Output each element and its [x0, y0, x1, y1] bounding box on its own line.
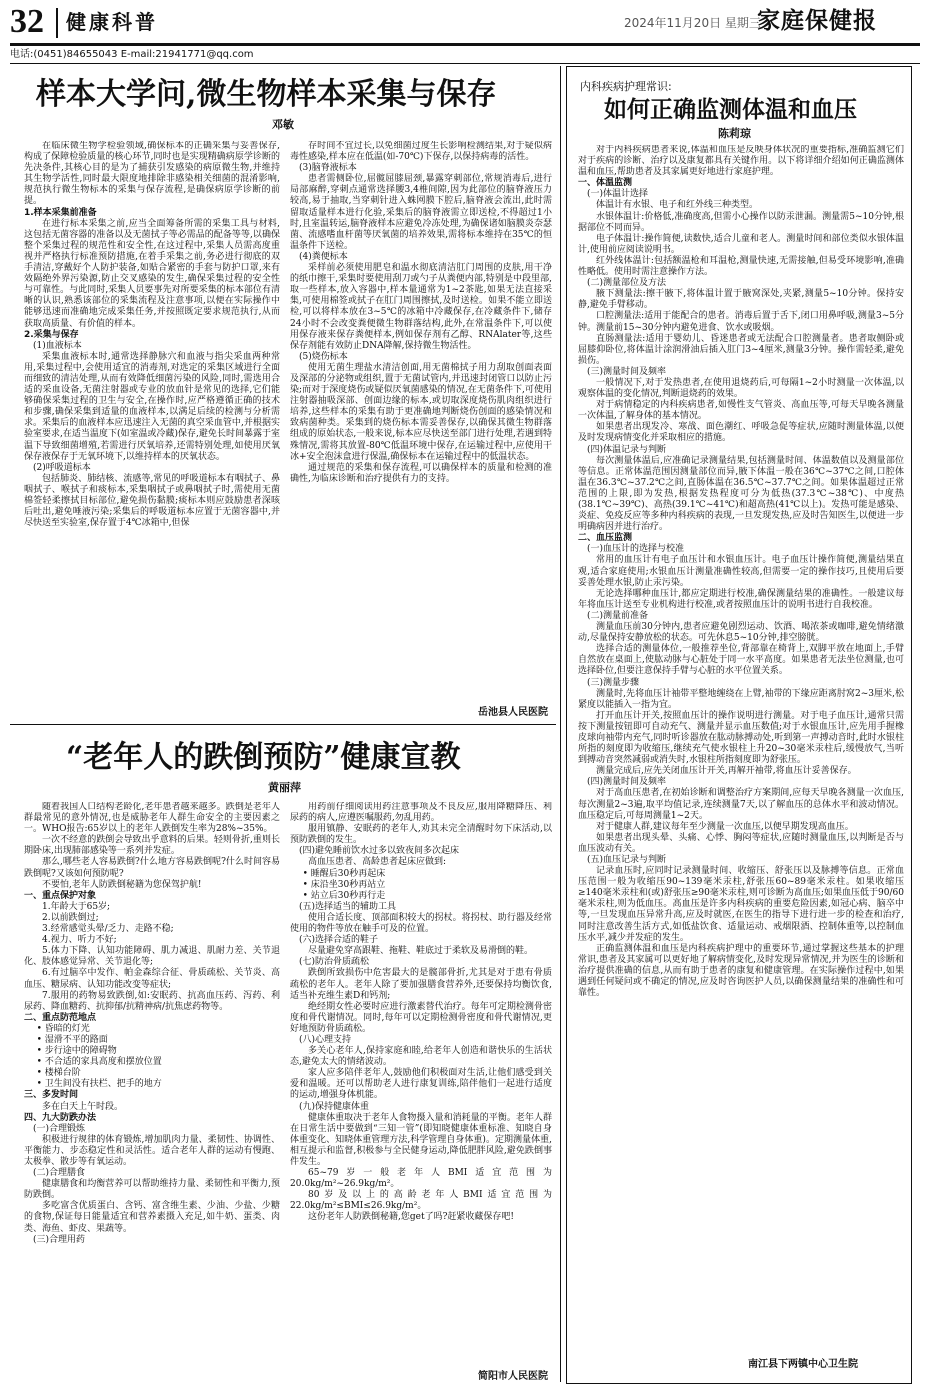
paragraph: 高血压患者、高龄患者起床应做到: — [308, 857, 447, 868]
paragraph: 体温计有水银、电子和红外线三种类型。 — [596, 200, 759, 211]
paragraph: 对于内科疾病患者来说,体温和血压是反映身体状况的重要指标,准确监测它们对于疾病的诊断、治疗以及康复都具有关键作用。以下将详细介绍如何正确监测体温和血压,帮助患者及其家属更好地进行家庭护理。 — [578, 145, 904, 178]
paragraph: 那么,哪些老人容易跌倒?什么地方容易跌倒呢?什么时间容易跌倒呢?又该如何预防呢? — [24, 857, 280, 879]
paragraph: 包括肺炎、肺结核、流感等,常见的呼吸道标本有咽拭子、鼻咽拭子、喉拭子和痰标本,采集咽拭子或鼻咽拭子时,需使用无菌棉签轻柔擦拭目标部位,避免损伤黏膜;痰标本则应鼓励患者深咳后吐出,避免唾液污染;采集后的呼吸道标本应置于无菌容器中,并尽快送至实验室,保存置于4℃冰箱中,但保 — [24, 473, 280, 529]
contact-line: 电话:(0451)84655043 E-mail:21941771@qq.com — [10, 49, 254, 60]
bullet-item: • 卫生间没有扶栏、把手的地方 — [24, 1079, 280, 1090]
subheading: (四)避免睡前饮水过多以致夜间多次起床 — [299, 846, 460, 857]
paragraph: 健康膳食和均衡营养可以帮助维持力量、柔韧性和平衡力,预防跌倒。 — [24, 1179, 280, 1201]
paragraph: 如果患者出现发冷、寒战、面色潮红、呼吸急促等症状,应随时测量体温,以便及时发现病情变化并采取相应的措施。 — [578, 422, 904, 444]
masthead — [0, 0, 931, 46]
subheading: (四)测量时间及频率 — [587, 777, 667, 788]
paragraph: 2.以前跌倒过; — [42, 912, 99, 923]
issue-date: 2024年11月20日 星期三 — [624, 16, 761, 30]
paragraph: 尽量避免穿高跟鞋、拖鞋、鞋底过于柔软及易滑倒的鞋。 — [308, 946, 534, 957]
paragraph: 跌倒所致损伤中危害最大的是髋部骨折,尤其是对于患有骨质疏松的老年人。老年人除了要加强膳食营养外,还要保持均衡饮食,适当补充维生素D和钙剂; — [290, 968, 552, 1001]
section-heading: 1.样本采集前准备 — [24, 207, 97, 218]
article3-title: 如何正确监测体温和血压 — [604, 96, 857, 123]
subheading: (一)合理锻炼 — [33, 1123, 86, 1134]
subheading: (二)测量部位及方法 — [587, 278, 667, 289]
bullet-item: • 睡醒后30秒再起床 — [290, 869, 552, 880]
article3-body — [578, 145, 904, 1348]
paragraph: 电子体温计:操作简便,读数快,适合儿童和老人。测量时间和部位类似水银体温计,使用前应阅读说明书。 — [578, 233, 904, 255]
subheading: (六)选择合适的鞋子 — [299, 935, 379, 946]
article2-col2 — [290, 802, 552, 1362]
paragraph: 健康体重取决于老年人食物摄入量和消耗量的平衡。老年人群在日常生活中要做到“三知一管”(即知晓健康体重标准、知晓自身体重变化、知晓体重管理方法,科学管理自身体重)。定期测量体重,相互提示和监督,积极参与全民健身运动,降低肥胖风险,避免跌倒事件发生。 — [290, 1112, 552, 1167]
section-heading: 一、体温监测 — [578, 178, 633, 189]
paragraph: 一般情况下,对于发热患者,在使用退烧药后,可每隔1~2小时测量一次体温,以观察体温的变化情况,判断退烧药的效果。 — [578, 377, 904, 400]
paragraph: 水银体温计:价格低,准确度高,但需小心操作以防汞泄漏。测量需5~10分钟,根据部位不同而异。 — [578, 211, 904, 233]
paragraph: 绝经期女性必要时应进行激素替代治疗。每年可定期检测骨密度和骨代谢情况。同时,每年可以定期检测骨密度和骨代谢情况,更好地预防骨质疏松。 — [290, 1001, 552, 1034]
paragraph: 服用镇静、安眠药的老年人,劝其未完全清醒时勿下床活动,以预防跌倒的发生。 — [290, 824, 552, 846]
article1-col1 — [24, 141, 280, 719]
paragraph: 记录血压时,应同时记录测量时间、收缩压、舒张压以及脉搏等信息。正常血压范围一般为收缩压90~139毫米汞柱,舒张压60~89毫米汞柱。如果收缩压≥140毫米汞柱和(或)舒张压≥90毫米汞柱,则可诊断为高血压;如果血压低于90/60毫米汞柱,则为低血压。高血压是许多内科疾病的重要危险因素,如冠心病、脑卒中等,一旦发现血压异常升高,应及时就医,在医生的指导下进行进一步的检查和治疗,同时注意改善生活方式,如低盐饮食、适量运动、戒烟限酒、控制体重等,以控制血压水平,减少并发症的发生。 — [578, 866, 904, 943]
article1-col2 — [290, 141, 552, 701]
paragraph: 在临床微生物学检验领域,确保标本的正确采集与妥善保存,构成了保障检验质量的核心环节,同时也是实现精确病原学诊断的先决条件,其核心目的是为了捕获引发感染的病原微生物,并维持其生物学活性,同时最大限度地排除非感染相关细菌的混淆影响,规范执行微生物标本的采集与保存流程,是确保病原学诊断的前提。 — [24, 141, 280, 207]
subheading: (二)测量前准备 — [587, 610, 649, 621]
article3-source: 南江县下两镇中心卫生院 — [748, 1359, 858, 1370]
subheading: (五)选择适当的辅助工具 — [299, 901, 397, 912]
paragraph: 7.服用的药物易致跌倒,如:安眠药、抗高血压药、泻药、利尿药、降血糖药、抗抑郁/抗精神病/抗焦虑药物等。 — [24, 990, 280, 1012]
paragraph: 在进行标本采集之前,应当全面筹备所需的采集工具与材料,这包括无菌容器的准备以及无菌拭子等必需品的配备等等,以确保整个采集过程的规范性和安全性,在这过程中,采集人员需高度重视并严格执行标准预防措施,在着手采集之前,务必进行彻底的双手清洁,穿戴好个人防护装备,如贴合紧密的手套与防护口罩,来有效隔绝外界污染源,防止交叉感染的发生,确保采集过程的安全性与可靠性。与此同时,采集人员要事先对所要采集的标本部位有清晰的认识,熟悉该部位的采集流程及注意事项,以便在实际操作中能够迅速而准确地完成采集任务,并按照既定要求规范执行,从而获取高质量、有价值的样本。 — [24, 218, 280, 329]
bullet-item: • 站立后30秒再行走 — [290, 891, 552, 902]
paragraph: 家人应多陪伴老年人,鼓励他们积极面对生活,让他们感受到关爱和温暖。还可以帮助老人进行康复训练,陪伴他们一起进行适度的运动,增强身体机能。 — [290, 1068, 552, 1101]
article2-title: “老年人的跌倒预防”健康宣教 — [66, 740, 461, 775]
paragraph: 口腔测量法:适用于能配合的患者。消毒后置于舌下,闭口用鼻呼吸,测量3~5分钟。测量前15~30分钟内避免进食、饮水或吸烟。 — [578, 311, 904, 333]
paragraph: 这份老年人防跌倒秘籍,您get了吗?赶紧收藏保存吧! — [308, 1212, 515, 1223]
paragraph: 对于健康人群,建议每年至少测量一次血压,以便早期发现高血压。 — [596, 821, 854, 832]
paragraph: 通过规范的采集和保存流程,可以确保样本的质量和检测的准确性,为临床诊断和治疗提供有力的支持。 — [290, 462, 552, 484]
bullet-item: • 不合适的家具高度和摆放位置 — [24, 1057, 280, 1068]
paragraph: 直肠测量法:适用于婴幼儿、昏迷患者或无法配合口腔测量者。患者取侧卧或屈膝仰卧位,将体温计涂润滑油后插入肛门3~4厘米,测量3分钟。操作需轻柔,避免损伤。 — [578, 333, 904, 366]
paragraph: 采样前必须使用肥皂和温水彻底清洁肛门周围的皮肤,用干净的纸巾擦干,采集时要使用刮刀或勺子从粪便内部,特别是中段里部,取一些样本,放入容器中,样本量通常为1~2茶匙,如果无法直接采集,可使用棉签或拭子在肛门周围擦拭,及时送检。如果不能立即送检,可以将样本放在3~5℃的冰箱中冷藏保存,在冷藏条件下,储存24小时不会改变粪便微生物群落结构,此外,在常温条件下,可以使用保存液来保存粪便样本,例如保存剂有乙醇、RNAlater等,这些保存剂能有效防止DNA降解,保持微生物活性。 — [290, 263, 552, 351]
subheading: (一)体温计选择 — [587, 189, 649, 200]
paragraph: 1.年龄大于65岁; — [42, 901, 111, 912]
subheading: (三)测量步骤 — [587, 677, 640, 688]
paragraph: 存时间不宜过长,以免细菌过度生长影响检测结果,对于疑似病毒性感染,样本应在低温(如-70℃)下保存,以保持病毒的活性。 — [290, 141, 552, 163]
article2-col1 — [24, 802, 280, 1380]
masthead-divider — [56, 8, 58, 38]
paragraph: 随着我国人口结构老龄化,老年患者越来越多。跌倒是老年人群最常见的意外情况,也是威胁老年人群生命安全的主要因素之一。WHO报告:65岁以上的老年人跌倒发生率为28%~35%。 — [24, 802, 280, 835]
paragraph: 正确监测体温和血压是内科疾病护理中的重要环节,通过掌握这些基本的护理常识,患者及其家属可以更好地了解病情变化,及时发现异常情况,并为医生的诊断和治疗提供准确的信息,从而有助于患者的康复和健康管理。在实际操作过程中,如果遇到任何疑问或不确定的情况,应及时咨询医护人员,以确保测量结果的准确性和可靠性。 — [578, 943, 904, 999]
column-divider — [560, 66, 561, 1382]
article2-author: 黄丽萍 — [268, 781, 301, 794]
subheading: (八)心理支持 — [299, 1034, 352, 1045]
subheading: (3)脑脊液标本 — [299, 163, 357, 174]
subheading: (2)呼吸道标本 — [33, 462, 91, 473]
paragraph: 对于高血压患者,在初始诊断和调整治疗方案期间,应每天早晚各测量一次血压,每次测量2~3遍,取平均值记录,连续测量7天,以了解血压的总体水平和波动情况。血压稳定后,可每周测量1~2天。 — [578, 788, 904, 821]
article1-title: 样本大学问,微生物样本采集与保存 — [36, 77, 497, 112]
paragraph: 65~79岁一般老年人BMI适宜范围为20.0kg/m²~26.9kg/m²。 — [290, 1168, 552, 1190]
paragraph: 4.视力、听力不好; — [42, 935, 117, 946]
paragraph: 多关心老年人,保持家庭和睦,给老年人创造和谐快乐的生活状态,避免太大的情绪波动。 — [290, 1046, 552, 1068]
paragraph: 腋下测量法:擦干腋下,将体温计置于腋窝深处,夹紧,测量5~10分钟。保持安静,避免手臂移动。 — [578, 289, 904, 311]
article1-author: 邓敏 — [272, 118, 294, 131]
article2-source: 简阳市人民医院 — [478, 1371, 548, 1382]
newspaper-name: 家庭保健报 — [757, 7, 877, 34]
subheading: (五)血压记录与判断 — [587, 855, 667, 865]
article3-kicker: 内科疾病护理常识: — [580, 80, 672, 93]
paragraph: 选择合适的测量体位,一般推荐坐位,背部靠在椅背上,双脚平放在地面上,手臂自然放在桌面上,使肱动脉与心脏处于同一水平高度。如果患者无法坐位测量,也可选择卧位,但要注意保持手臂与心脏的水平位置关系。 — [578, 644, 904, 677]
masthead-rule — [10, 43, 920, 46]
article3-author: 陈莉琼 — [718, 127, 751, 140]
paragraph: 多在白天上午时段。 — [42, 1101, 124, 1112]
paragraph: 不要怕,老年人防跌倒秘籍为您保驾护航! — [42, 879, 202, 890]
subheading: (九)保持健康体重 — [299, 1101, 370, 1112]
bullet-item: • 步行途中的障碍物 — [24, 1046, 280, 1057]
section-name: 健康科普 — [66, 10, 158, 34]
paragraph: 用药前仔细阅读用药注意事项及不良反应,服用降糖降压、利尿药的病人,应遵医嘱服药,勿乱用药。 — [290, 802, 552, 824]
section-heading: 二、血压监测 — [578, 533, 633, 544]
contact-rule — [10, 63, 920, 64]
subheading: (七)防治骨质疏松 — [299, 957, 370, 968]
subheading: (一)血压计的选择与校准 — [587, 544, 685, 555]
subheading: (三)合理用药 — [33, 1234, 86, 1245]
paragraph: 使用无菌生理盐水清洁创面,用无菌棉拭子用力刮取创面表面及深部的分泌物或组织,置于无菌试管内,并迅速封闭管口以防止污染;而对于深度烧伤或疑似厌氧菌感染的情况,在无菌条件下,可使用注射器抽吸深部、创面边缘的标本,或切取深度烧伤肌肉组织进行培养,这些样本的采集有助于更准确地判断烧伤创面的感染情况和致病菌种类。采集到的烧伤标本需妥善保存,以确保其微生物群落组成的原始状态,一般来说,标本应尽快送至部门进行处理,若遇到特殊情况,需将其放置-80℃低温环境中保存,在运输过程中,应使用干冰+安全泡沫盒进行保温,确保标本在运输过程中的低温状态。 — [290, 362, 552, 462]
paragraph: 测量完成后,应先关闭血压计开关,再解开袖带,将血压计妥善保存。 — [596, 766, 857, 777]
paragraph: 患者需侧卧位,屈髋屈膝屈颈,暴露穿刺部位,常规消毒后,进行局部麻醉,穿刺点通常选择腰3,4椎间隙,因为此部位的脑脊液压力较高,易于抽取,当穿刺针进入蛛网膜下腔后,脑脊液会流出,此时需留取适量样本进行化验,采集后的脑脊液需立即送检,不得超过1小时,且室温转运,脑脊液样本应避免冷冻处理,为确保诸如脑膜炎奈瑟菌、流感嗜血杆菌等厌氧菌的培养效果,需将标本维持在35℃的恒温条件下送检。 — [290, 174, 552, 251]
section-heading: 二、重点防范地点 — [24, 1012, 97, 1023]
page-number: 32 — [10, 3, 44, 40]
paragraph: 测量时,先将血压计袖带平整地缠绕在上臂,袖带的下缘应距离肘窝2~3厘米,松紧度以能插入一指为宜。 — [578, 688, 904, 710]
subheading: (4)粪便标本 — [299, 251, 348, 262]
subheading: (二)合理膳食 — [33, 1168, 86, 1179]
paragraph: 每次测量体温后,应准确记录测量结果,包括测量时间、体温数值以及测量部位等信息。正常体温范围因测量部位而异,腋下体温一般在36℃~37℃之间,口腔体温在36.3℃~37.2℃之间,直肠体温在36.5℃~37.7℃之间。如果体温超过正常范围的上限,即为发热,根据发热程度可分为低热(37.3℃~38℃)、中度热(38.1℃~39℃)、高热(39.1℃~41℃)和超高热(41℃以上)。发热可能是感染、炎症、免疫反应等多种内科疾病的表现,一旦发现发热,应及时告知医生,以便进一步明确病因并进行治疗。 — [578, 455, 904, 533]
section-heading: 2.采集与保存 — [24, 329, 79, 340]
bullet-item: • 昏暗的灯光 — [24, 1024, 280, 1035]
bullet-item: • 楼梯台阶 — [24, 1068, 280, 1079]
bullet-item: • 湿滑不平的路面 — [24, 1035, 280, 1046]
paragraph: 红外线体温计:包括额温枪和耳温枪,测量快速,无需接触,但易受环境影响,准确性略低。使用时需注意操作方法。 — [578, 255, 904, 278]
paragraph: 一次不经意的跌倒会导致出乎意料的后果。轻则骨折,重则长期卧床,出现肺部感染等一系列并发症。 — [24, 835, 280, 857]
subheading: (5)烧伤标本 — [299, 351, 348, 362]
paragraph: 80岁及以上的高龄老年人BMI适宜范围为22.0kg/m²≤BMI≤26.9kg/m²。 — [290, 1190, 552, 1212]
paragraph: 5.体力下降、认知功能障碍、肌力减退、肌耐力差、关节退化、肢体感觉异常、关节退化等; — [24, 946, 280, 968]
section-heading: 四、九大防跌办法 — [24, 1112, 97, 1123]
section-heading: 一、重点保护对象 — [24, 890, 97, 901]
paragraph: 对于病情稳定的内科疾病患者,如慢性支气管炎、高血压等,可每天早晚各测量一次体温,了解身体的基本情况。 — [578, 400, 904, 422]
paragraph: 多吃富含优质蛋白、含钙、富含维生素、少油、少盐、少糖的食物,保证每日能量适宜和营养素摄入充足,如牛奶、蛋类、肉类、海鱼、虾皮、果蔬等。 — [24, 1201, 280, 1234]
subheading: (1)血液标本 — [33, 340, 82, 351]
article1-source: 岳池县人民医院 — [478, 707, 548, 718]
article-divider — [10, 724, 556, 725]
paragraph: 使用合适长度、顶部面积较大的拐杖。将拐杖、助行器及经常使用的物件等放在触手可及的位置。 — [290, 912, 552, 935]
paragraph: 3.经常感觉头晕/乏力、走路不稳; — [42, 924, 174, 935]
bullet-item: • 床沿坐30秒再站立 — [290, 880, 552, 891]
subheading: (四)体温记录与判断 — [587, 444, 667, 455]
subheading: (三)测量时间及频率 — [587, 366, 667, 377]
paragraph: 测量血压前30分钟内,患者应避免剧烈运动、饮酒、喝浓茶或咖啡,避免情绪激动,尽量保持安静放松的状态。可先休息5~10分钟,排空膀胱。 — [578, 622, 904, 644]
paragraph: 无论选择哪种血压计,都应定期进行校准,确保测量结果的准确性。一般建议每年将血压计送至专业机构进行校准,或者按照血压计的说明书进行自我校准。 — [578, 588, 904, 610]
paragraph: 打开血压计开关,按照血压计的操作说明进行测量。对于电子血压计,通常只需按下测量按钮即可自动充气、测量并显示血压数值;对于水银血压计,应先用手握橡皮球向袖带内充气,同时听诊器放在肱动脉搏动处,听到第一声搏动音时,此时水银柱所指的刻度即为收缩压,继续充气使水银柱上升20~30毫米汞柱后,缓慢放气,当听到搏动音突然减弱或消失时,水银柱所指刻度即为舒张压。 — [578, 710, 904, 766]
paragraph: 如果患者出现头晕、头痛、心悸、胸闷等症状,应随时测量血压,以判断是否与血压波动有关。 — [578, 832, 904, 854]
paragraph: 6.有过脑卒中发作、帕金森综合征、骨质疏松、关节炎、高血压、糖尿病、认知功能改变等症状; — [24, 968, 280, 990]
paragraph: 常用的血压计有电子血压计和水银血压计。电子血压计操作简便,测量结果直观,适合家庭使用;水银血压计测量准确性较高,但需要一定的操作技巧,且使用后要妥善处理水银,防止汞污染。 — [578, 555, 904, 588]
paragraph: 采集血液标本时,通常选择静脉穴和血液与指尖采血两种常用,采集过程中,会使用适宜的消毒剂,对选定的采集区域进行全面而细致的清洁处理,从而有效降低细菌污染的风险,同时,需选用合适的采血设备,无菌注射器或专业的放血针是常见的选择,它们能够确保采集过程的卫生与安全,在操作时,应严格遵循正确的技术和步骤,确保采集到适量的血液样本,以满足后续的检测与分析需求。采集后的血液样本应迅速注入无菌的真空采血管中,并根据实验室要求,在适当温度下(如室温或冷藏)保存,避免长时间暴露于室温下导致细菌增殖,若需进行厌氧培养,还需特别处理,如使用厌氧保存液保存于无氧环境下,以维持样本的厌氧状态。 — [24, 351, 280, 462]
section-heading: 三、多发时间 — [24, 1090, 79, 1101]
paragraph: 积极进行规律的体育锻炼,增加肌肉力量、柔韧性、协调性、平衡能力、步态稳定性和灵活性。适合老年人群的运动有慢跑、太极拳、散步等有氧运动。 — [24, 1134, 280, 1167]
